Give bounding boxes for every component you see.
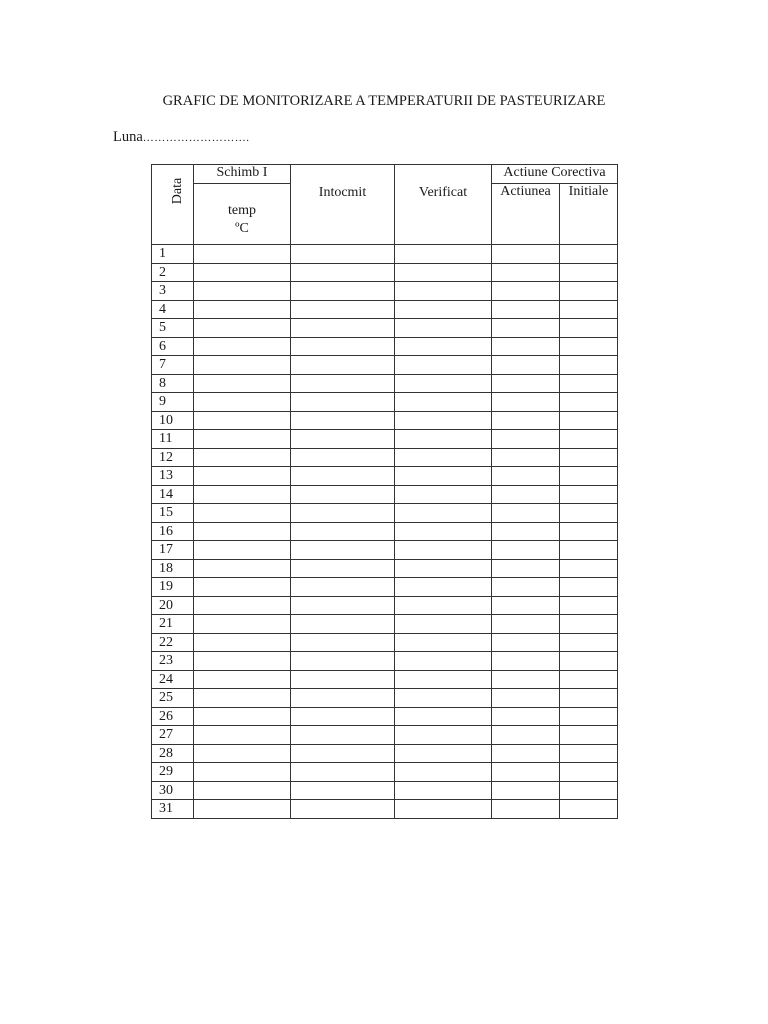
intocmit-cell[interactable]: [291, 763, 395, 782]
day-number: 1: [152, 245, 194, 264]
intocmit-cell[interactable]: [291, 726, 395, 745]
verificat-cell[interactable]: [395, 448, 492, 467]
actiunea-cell[interactable]: [492, 430, 560, 449]
initiale-cell[interactable]: [560, 263, 618, 282]
day-number: 27: [152, 726, 194, 745]
day-number: 22: [152, 633, 194, 652]
verificat-cell[interactable]: [395, 245, 492, 264]
table-row: [152, 633, 618, 652]
verificat-cell[interactable]: [395, 393, 492, 412]
actiunea-cell[interactable]: [492, 800, 560, 819]
day-number: 21: [152, 615, 194, 634]
day-number: 24: [152, 670, 194, 689]
temp-cell[interactable]: [194, 319, 291, 338]
intocmit-cell[interactable]: [291, 393, 395, 412]
initiale-cell[interactable]: [560, 504, 618, 523]
actiunea-cell[interactable]: [492, 337, 560, 356]
actiunea-cell[interactable]: [492, 670, 560, 689]
initiale-cell[interactable]: [560, 596, 618, 615]
day-number: 6: [152, 337, 194, 356]
table-row: [152, 319, 618, 338]
month-field: [113, 129, 250, 146]
temp-cell[interactable]: [194, 578, 291, 597]
verificat-cell[interactable]: [395, 763, 492, 782]
intocmit-cell[interactable]: [291, 670, 395, 689]
temp-cell[interactable]: [194, 467, 291, 486]
intocmit-cell[interactable]: [291, 615, 395, 634]
intocmit-cell[interactable]: [291, 689, 395, 708]
verificat-cell[interactable]: [395, 800, 492, 819]
table-row: [152, 504, 618, 523]
day-number: 25: [152, 689, 194, 708]
intocmit-cell[interactable]: [291, 744, 395, 763]
day-number: 30: [152, 781, 194, 800]
verificat-cell[interactable]: [395, 356, 492, 375]
intocmit-cell[interactable]: [291, 411, 395, 430]
initiale-cell[interactable]: [560, 282, 618, 301]
day-number: 17: [152, 541, 194, 560]
header-data-label: Data: [170, 177, 186, 205]
verificat-cell[interactable]: [395, 670, 492, 689]
day-number: 12: [152, 448, 194, 467]
actiunea-cell[interactable]: [492, 707, 560, 726]
intocmit-cell[interactable]: [291, 356, 395, 375]
actiunea-cell[interactable]: [492, 300, 560, 319]
initiale-cell[interactable]: [560, 578, 618, 597]
temp-cell[interactable]: [194, 374, 291, 393]
verificat-cell[interactable]: [395, 596, 492, 615]
temp-cell[interactable]: [194, 726, 291, 745]
actiunea-cell[interactable]: [492, 263, 560, 282]
table-row: [152, 726, 618, 745]
verificat-cell[interactable]: [395, 541, 492, 560]
day-number: 2: [152, 263, 194, 282]
intocmit-cell[interactable]: [291, 781, 395, 800]
intocmit-cell[interactable]: [291, 337, 395, 356]
temp-cell[interactable]: [194, 800, 291, 819]
table-row: [152, 467, 618, 486]
intocmit-cell[interactable]: [291, 485, 395, 504]
table-row: [152, 800, 618, 819]
day-number: 16: [152, 522, 194, 541]
intocmit-cell[interactable]: [291, 578, 395, 597]
initiale-cell[interactable]: [560, 689, 618, 708]
intocmit-cell[interactable]: [291, 541, 395, 560]
table-row: [152, 744, 618, 763]
day-number: 11: [152, 430, 194, 449]
initiale-cell[interactable]: [560, 448, 618, 467]
temp-cell[interactable]: [194, 689, 291, 708]
verificat-cell[interactable]: [395, 652, 492, 671]
header-schimb: Schimb I: [194, 165, 291, 184]
table-row: [152, 763, 618, 782]
header-verificat: Verificat: [395, 165, 492, 245]
initiale-cell[interactable]: [560, 615, 618, 634]
verificat-cell[interactable]: [395, 263, 492, 282]
verificat-cell[interactable]: [395, 615, 492, 634]
table-row: [152, 707, 618, 726]
initiale-cell[interactable]: [560, 652, 618, 671]
verificat-cell[interactable]: [395, 781, 492, 800]
intocmit-cell[interactable]: [291, 263, 395, 282]
actiunea-cell[interactable]: [492, 319, 560, 338]
initiale-cell[interactable]: [560, 467, 618, 486]
table-row: [152, 615, 618, 634]
day-number: 10: [152, 411, 194, 430]
verificat-cell[interactable]: [395, 744, 492, 763]
actiunea-cell[interactable]: [492, 393, 560, 412]
actiunea-cell[interactable]: [492, 596, 560, 615]
header-temp-label: temp: [228, 203, 256, 218]
intocmit-cell[interactable]: [291, 467, 395, 486]
table-row: [152, 263, 618, 282]
initiale-cell[interactable]: [560, 781, 618, 800]
initiale-cell[interactable]: [560, 300, 618, 319]
actiunea-cell[interactable]: [492, 467, 560, 486]
table-row: [152, 448, 618, 467]
temp-cell[interactable]: [194, 670, 291, 689]
page-title: GRAFIC DE MONITORIZARE A TEMPERATURII DE PASTEURIZARE: [162, 93, 606, 109]
actiunea-cell[interactable]: [492, 374, 560, 393]
verificat-cell[interactable]: [395, 467, 492, 486]
table-row: [152, 670, 618, 689]
temp-cell[interactable]: [194, 652, 291, 671]
intocmit-cell[interactable]: [291, 319, 395, 338]
temp-cell[interactable]: [194, 522, 291, 541]
temp-cell[interactable]: [194, 356, 291, 375]
day-number: 15: [152, 504, 194, 523]
initiale-cell[interactable]: [560, 633, 618, 652]
temp-cell[interactable]: [194, 448, 291, 467]
verificat-cell[interactable]: [395, 337, 492, 356]
day-number: 31: [152, 800, 194, 819]
actiunea-cell[interactable]: [492, 411, 560, 430]
actiunea-cell[interactable]: [492, 689, 560, 708]
day-number: 29: [152, 763, 194, 782]
temp-cell[interactable]: [194, 263, 291, 282]
table-row: [152, 578, 618, 597]
initiale-cell[interactable]: [560, 245, 618, 264]
table-row: [152, 411, 618, 430]
temp-cell[interactable]: [194, 430, 291, 449]
table-row: [152, 356, 618, 375]
day-number: 23: [152, 652, 194, 671]
day-number: 19: [152, 578, 194, 597]
table-row: [152, 430, 618, 449]
intocmit-cell[interactable]: [291, 300, 395, 319]
initiale-cell[interactable]: [560, 800, 618, 819]
day-number: 13: [152, 467, 194, 486]
actiunea-cell[interactable]: [492, 744, 560, 763]
actiunea-cell[interactable]: [492, 559, 560, 578]
month-label: Luna: [113, 129, 143, 145]
actiunea-cell[interactable]: [492, 245, 560, 264]
header-temp: [194, 184, 291, 245]
actiunea-cell[interactable]: [492, 541, 560, 560]
actiunea-cell[interactable]: [492, 652, 560, 671]
header-initiale: Initiale: [560, 184, 618, 245]
initiale-cell[interactable]: [560, 763, 618, 782]
table-row: [152, 559, 618, 578]
initiale-cell[interactable]: [560, 744, 618, 763]
actiunea-cell[interactable]: [492, 522, 560, 541]
intocmit-cell[interactable]: [291, 707, 395, 726]
table-row: [152, 485, 618, 504]
actiunea-cell[interactable]: [492, 485, 560, 504]
header-temp-unit: ºC: [235, 221, 249, 236]
actiunea-cell[interactable]: [492, 726, 560, 745]
initiale-cell[interactable]: [560, 670, 618, 689]
actiunea-cell[interactable]: [492, 615, 560, 634]
temperature-log-table: [151, 164, 618, 819]
verificat-cell[interactable]: [395, 559, 492, 578]
verificat-cell[interactable]: [395, 726, 492, 745]
temp-cell[interactable]: [194, 615, 291, 634]
initiale-cell[interactable]: [560, 337, 618, 356]
actiunea-cell[interactable]: [492, 633, 560, 652]
intocmit-cell[interactable]: [291, 245, 395, 264]
temp-cell[interactable]: [194, 707, 291, 726]
temp-cell[interactable]: [194, 633, 291, 652]
table-row: [152, 374, 618, 393]
table-row: [152, 337, 618, 356]
day-number: 14: [152, 485, 194, 504]
initiale-cell[interactable]: [560, 726, 618, 745]
initiale-cell[interactable]: [560, 485, 618, 504]
day-number: 8: [152, 374, 194, 393]
actiunea-cell[interactable]: [492, 504, 560, 523]
intocmit-cell[interactable]: [291, 448, 395, 467]
header-intocmit: Intocmit: [291, 165, 395, 245]
temp-cell[interactable]: [194, 485, 291, 504]
day-number: 26: [152, 707, 194, 726]
temp-cell[interactable]: [194, 763, 291, 782]
intocmit-cell[interactable]: [291, 374, 395, 393]
initiale-cell[interactable]: [560, 411, 618, 430]
intocmit-cell[interactable]: [291, 596, 395, 615]
intocmit-cell[interactable]: [291, 282, 395, 301]
verificat-cell[interactable]: [395, 411, 492, 430]
table-row: [152, 300, 618, 319]
actiunea-cell[interactable]: [492, 356, 560, 375]
actiunea-cell[interactable]: [492, 781, 560, 800]
actiunea-cell[interactable]: [492, 763, 560, 782]
temp-cell[interactable]: [194, 541, 291, 560]
intocmit-cell[interactable]: [291, 559, 395, 578]
temp-cell[interactable]: [194, 411, 291, 430]
intocmit-cell[interactable]: [291, 522, 395, 541]
initiale-cell[interactable]: [560, 559, 618, 578]
verificat-cell[interactable]: [395, 578, 492, 597]
day-number: 4: [152, 300, 194, 319]
actiunea-cell[interactable]: [492, 282, 560, 301]
intocmit-cell[interactable]: [291, 430, 395, 449]
initiale-cell[interactable]: [560, 356, 618, 375]
intocmit-cell[interactable]: [291, 633, 395, 652]
header-actiune-corectiva: Actiune Corectiva: [492, 165, 618, 184]
temp-cell[interactable]: [194, 781, 291, 800]
actiunea-cell[interactable]: [492, 448, 560, 467]
table-row: [152, 393, 618, 412]
verificat-cell[interactable]: [395, 300, 492, 319]
day-number: 20: [152, 596, 194, 615]
verificat-cell[interactable]: [395, 707, 492, 726]
temp-cell[interactable]: [194, 393, 291, 412]
verificat-cell[interactable]: [395, 504, 492, 523]
initiale-cell[interactable]: [560, 522, 618, 541]
day-number: 18: [152, 559, 194, 578]
verificat-cell[interactable]: [395, 282, 492, 301]
table-row: [152, 541, 618, 560]
day-number: 5: [152, 319, 194, 338]
verificat-cell[interactable]: [395, 430, 492, 449]
initiale-cell[interactable]: [560, 707, 618, 726]
initiale-cell[interactable]: [560, 393, 618, 412]
temp-cell[interactable]: [194, 744, 291, 763]
actiunea-cell[interactable]: [492, 578, 560, 597]
initiale-cell[interactable]: [560, 541, 618, 560]
day-number: 3: [152, 282, 194, 301]
verificat-cell[interactable]: [395, 633, 492, 652]
temp-cell[interactable]: [194, 504, 291, 523]
temp-cell[interactable]: [194, 559, 291, 578]
day-number: 7: [152, 356, 194, 375]
header-data: [152, 165, 194, 245]
temp-cell[interactable]: [194, 300, 291, 319]
temp-cell[interactable]: [194, 245, 291, 264]
initiale-cell[interactable]: [560, 430, 618, 449]
verificat-cell[interactable]: [395, 522, 492, 541]
month-blank: ……………………….: [142, 132, 250, 144]
temp-cell[interactable]: [194, 596, 291, 615]
verificat-cell[interactable]: [395, 319, 492, 338]
initiale-cell[interactable]: [560, 374, 618, 393]
table-row: [152, 689, 618, 708]
table-row: [152, 245, 618, 264]
verificat-cell[interactable]: [395, 374, 492, 393]
table-row: [152, 522, 618, 541]
intocmit-cell[interactable]: [291, 800, 395, 819]
verificat-cell[interactable]: [395, 485, 492, 504]
verificat-cell[interactable]: [395, 689, 492, 708]
temp-cell[interactable]: [194, 337, 291, 356]
day-number: 9: [152, 393, 194, 412]
temp-cell[interactable]: [194, 282, 291, 301]
day-number: 28: [152, 744, 194, 763]
table-row: [152, 596, 618, 615]
intocmit-cell[interactable]: [291, 504, 395, 523]
table-row: [152, 652, 618, 671]
initiale-cell[interactable]: [560, 319, 618, 338]
table-row: [152, 781, 618, 800]
table-row: [152, 282, 618, 301]
header-actiunea: Actiunea: [492, 184, 560, 245]
intocmit-cell[interactable]: [291, 652, 395, 671]
